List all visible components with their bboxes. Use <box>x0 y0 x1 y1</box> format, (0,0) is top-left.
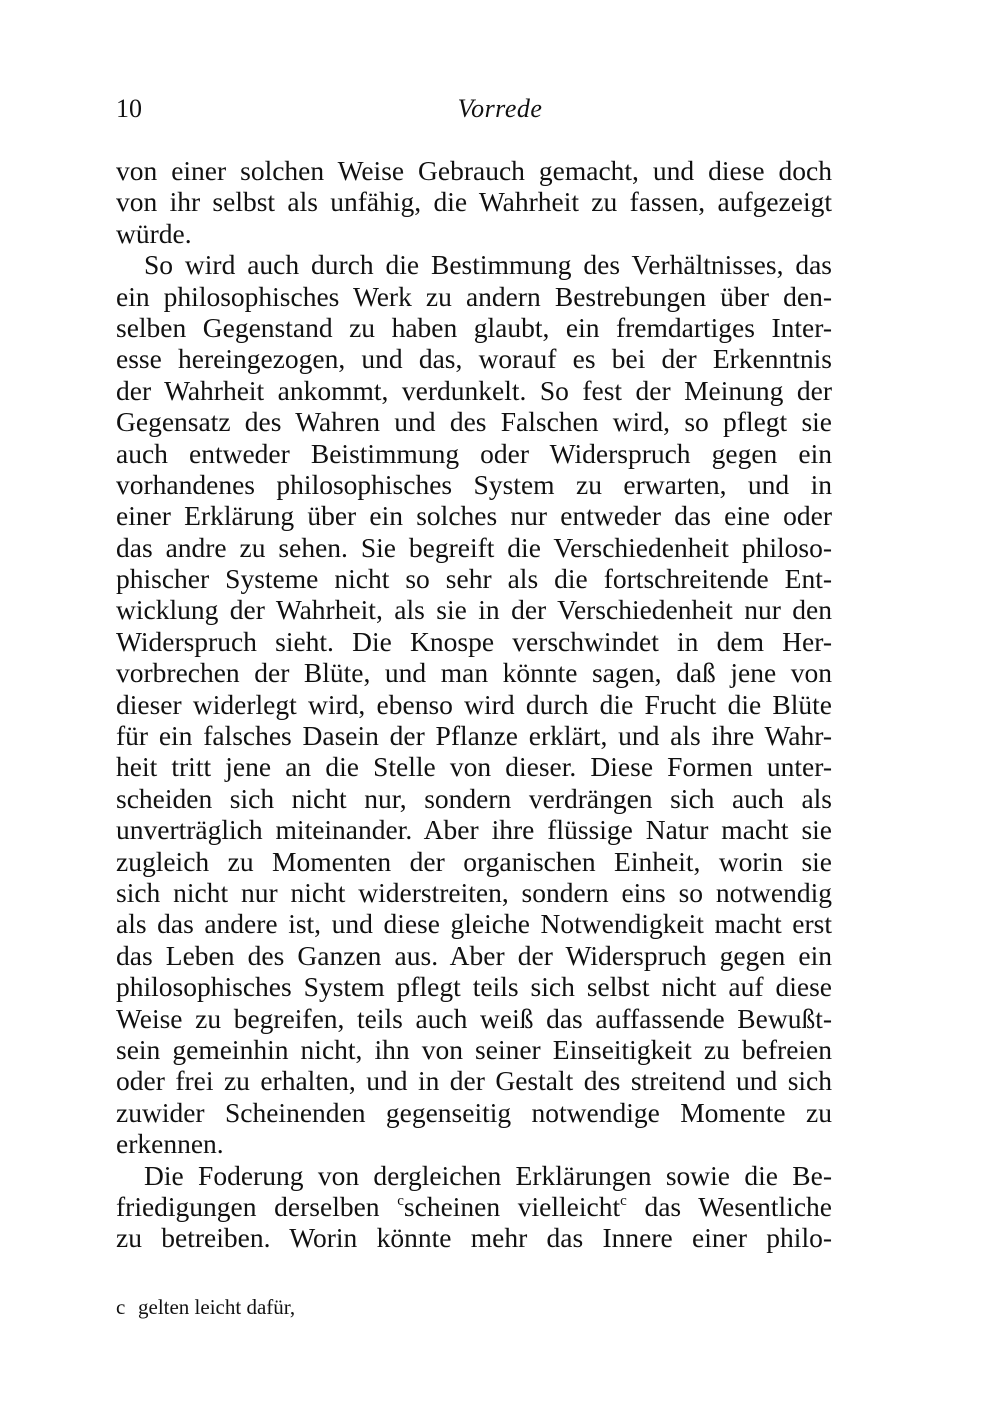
text-line: Weise zu begreifen, teils auch weiß das auffassende Bewußt- <box>116 1002 832 1034</box>
text-line: unverträglich miteinander. Aber ihre flüssige Natur macht sie <box>116 814 832 846</box>
text-line: sich nicht nur nicht widerstreiten, sondern eins so notwendig <box>116 876 832 908</box>
text-line: heit tritt jene an die Stelle von dieser. Diese Formen unter- <box>116 751 832 783</box>
text-line: der Wahrheit ankommt, verdunkelt. So fest der Meinung der <box>116 374 832 406</box>
body-text <box>116 155 832 1254</box>
text-line: philosophisches System pflegt teils sich selbst nicht auf diese <box>116 971 832 1003</box>
text-line: phischer Systeme nicht so sehr als die fortschreitende Ent- <box>116 563 832 595</box>
text-line: würde. <box>116 217 192 249</box>
text-line: einer Erklärung über ein solches nur entweder das eine oder <box>116 500 832 532</box>
text-line: zugleich zu Momenten der organischen Einheit, worin sie <box>116 845 832 877</box>
text-segment: das Wesentliche <box>626 1190 832 1222</box>
text-line: vorhandenes philosophisches System zu erwarten, und in <box>116 468 832 500</box>
text-line: sein gemeinhin nicht, ihn von seiner Einseitigkeit zu befreien <box>116 1033 832 1065</box>
footnoted-phrase: scheinen vielleicht <box>403 1190 621 1222</box>
text-line: wicklung der Wahrheit, als sie in der Verschiedenheit nur den <box>116 594 832 626</box>
page-number: 10 <box>116 94 142 123</box>
text-line: zuwider Scheinenden gegenseitig notwendige Momente zu <box>116 1096 832 1128</box>
running-title: Vorrede <box>457 94 543 123</box>
text-segment: friedigungen derselben <box>116 1190 398 1222</box>
text-line: oder frei zu erhalten, und in der Gestalt des streitend und sich <box>116 1065 832 1097</box>
text-line: von ihr selbst als unfähig, die Wahrheit zu fassen, aufgezeigt <box>116 186 832 218</box>
text-line: auch entweder Beistimmung oder Widerspruch gegen ein <box>116 437 832 469</box>
footnote-marker-close: c <box>620 1192 627 1209</box>
text-line: für ein falsches Dasein der Pflanze erklärt, und als ihre Wahr- <box>116 720 832 752</box>
text-line: selben Gegenstand zu haben glaubt, ein fremdartiges Inter- <box>116 311 832 343</box>
text-line: das Leben des Ganzen aus. Aber der Widerspruch gegen ein <box>116 939 832 971</box>
text-line: Gegensatz des Wahren und des Falschen wird, so pflegt sie <box>116 406 832 438</box>
text-line: dieser widerlegt wird, ebenso wird durch die Frucht die Blüte <box>116 688 832 720</box>
text-line: esse hereingezogen, und das, worauf es bei der Erkenntnis <box>116 343 832 375</box>
text-line: scheiden sich nicht nur, sondern verdrängen sich auch als <box>116 782 832 814</box>
text-line: das andre zu sehen. Sie begreift die Verschiedenheit philoso- <box>116 531 832 563</box>
footnote-marker-open: c <box>397 1192 404 1209</box>
text-line: ein philosophisches Werk zu andern Bestrebungen über den- <box>116 280 832 312</box>
text-line: Widerspruch sieht. Die Knospe verschwindet in dem Her- <box>116 625 832 657</box>
footnote-marker: c <box>116 1295 126 1319</box>
text-line: vorbrechen der Blüte, und man könnte sagen, daß jene von <box>116 657 832 689</box>
text-line: von einer solchen Weise Gebrauch gemacht, und diese doch <box>116 155 832 186</box>
footnote-text: gelten leicht dafür, <box>138 1295 296 1319</box>
text-line: zu betreiben. Worin könnte mehr das Innere einer philo- <box>116 1222 832 1254</box>
text-line: als das andere ist, und diese gleiche Notwendigkeit macht erst <box>116 908 832 940</box>
footnote <box>116 1294 295 1320</box>
text-line: erkennen. <box>116 1128 224 1160</box>
text-line-with-footnote <box>116 1191 832 1222</box>
text-line: So wird auch durch die Bestimmung des Verhältnisses, das <box>144 249 832 281</box>
text-line: Die Foderung von dergleichen Erklärungen sowie die Be- <box>144 1159 832 1191</box>
